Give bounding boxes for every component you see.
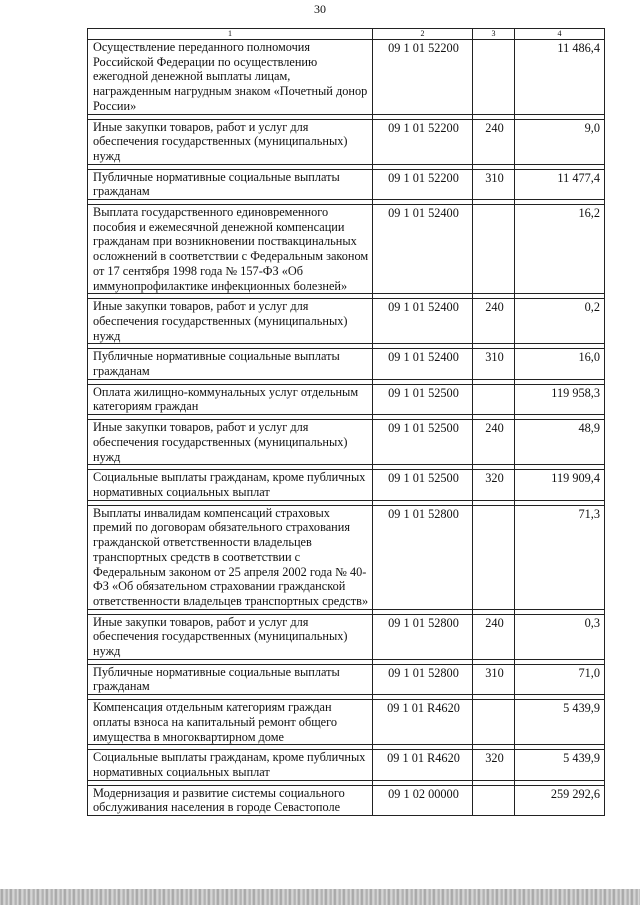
- row-amount: 48,9: [515, 420, 605, 465]
- row-name: Модернизация и развитие системы социального обслуживания населения в городе Севастополе: [88, 785, 373, 815]
- budget-table: [87, 28, 605, 816]
- row-type: 310: [473, 169, 515, 199]
- row-amount: 71,0: [515, 664, 605, 694]
- row-type: 240: [473, 299, 515, 344]
- row-name: Публичные нормативные социальные выплаты гражданам: [88, 169, 373, 199]
- row-code: 09 1 01 52200: [373, 119, 473, 164]
- row-name: Публичные нормативные социальные выплаты гражданам: [88, 664, 373, 694]
- table-row: [88, 384, 605, 414]
- header-col-4: 4: [515, 29, 605, 40]
- table-row: [88, 349, 605, 379]
- row-name: Выплата государственного единовременного пособия и ежемесячной денежной компенсации гражданам при возникновении поствакцинальных осложнений в соответствии с Федеральным законом от 17 сентября 1998 года № 157-ФЗ «Об иммунопрофилактике инфекционных болезней»: [88, 205, 373, 294]
- header-row: [88, 29, 605, 40]
- row-code: 09 1 01 52800: [373, 505, 473, 609]
- row-type: 240: [473, 119, 515, 164]
- row-type: [473, 205, 515, 294]
- row-name: Иные закупки товаров, работ и услуг для обеспечения государственных (муниципальных) нужд: [88, 299, 373, 344]
- row-code: 09 1 01 52400: [373, 205, 473, 294]
- row-code: 09 1 01 52400: [373, 299, 473, 344]
- table-row: [88, 664, 605, 694]
- table-row: [88, 299, 605, 344]
- row-code: 09 1 01 52500: [373, 420, 473, 465]
- table-row: [88, 614, 605, 659]
- table-row: [88, 119, 605, 164]
- row-code: 09 1 02 00000: [373, 785, 473, 815]
- row-code: 09 1 01 R4620: [373, 750, 473, 780]
- row-type: [473, 785, 515, 815]
- row-code: 09 1 01 52200: [373, 169, 473, 199]
- table-row: [88, 505, 605, 609]
- header-col-3: 3: [473, 29, 515, 40]
- header-col-2: 2: [373, 29, 473, 40]
- row-amount: 0,2: [515, 299, 605, 344]
- row-type: 240: [473, 614, 515, 659]
- row-name: Иные закупки товаров, работ и услуг для обеспечения государственных (муниципальных) нужд: [88, 420, 373, 465]
- row-type: 320: [473, 750, 515, 780]
- row-amount: 0,3: [515, 614, 605, 659]
- row-amount: 11 477,4: [515, 169, 605, 199]
- row-name: Публичные нормативные социальные выплаты гражданам: [88, 349, 373, 379]
- row-amount: 71,3: [515, 505, 605, 609]
- table-row: [88, 700, 605, 745]
- table-row: [88, 169, 605, 199]
- table-row: [88, 205, 605, 294]
- row-name: Выплаты инвалидам компенсаций страховых премий по договорам обязательного страхования гражданской ответственности владельцев транспортных средств в соответствии с Федеральным законом от 25 апреля 2002 года № 40-ФЗ «Об обязательном страховании гражданской ответственности владельцев транспортных средств»: [88, 505, 373, 609]
- row-name: Оплата жилищно-коммунальных услуг отдельным категориям граждан: [88, 384, 373, 414]
- row-code: 09 1 01 52400: [373, 349, 473, 379]
- row-type: [473, 700, 515, 745]
- row-type: [473, 40, 515, 115]
- row-type: 310: [473, 664, 515, 694]
- row-code: 09 1 01 52500: [373, 470, 473, 500]
- row-amount: 119 958,3: [515, 384, 605, 414]
- row-amount: 16,2: [515, 205, 605, 294]
- header-col-1: 1: [88, 29, 373, 40]
- row-name: Осуществление переданного полномочия Российской Федерации по осуществлению ежегодной денежной выплаты лицам, награжденным нагрудным знаком «Почетный донор России»: [88, 40, 373, 115]
- page-number: 30: [314, 2, 326, 16]
- row-amount: 259 292,6: [515, 785, 605, 815]
- row-name: Иные закупки товаров, работ и услуг для обеспечения государственных (муниципальных) нужд: [88, 614, 373, 659]
- row-name: Социальные выплаты гражданам, кроме публичных нормативных социальных выплат: [88, 750, 373, 780]
- row-type: [473, 505, 515, 609]
- row-amount: 16,0: [515, 349, 605, 379]
- table-row: [88, 785, 605, 815]
- row-name: Социальные выплаты гражданам, кроме публичных нормативных социальных выплат: [88, 470, 373, 500]
- row-type: 240: [473, 420, 515, 465]
- row-amount: 5 439,9: [515, 750, 605, 780]
- row-amount: 9,0: [515, 119, 605, 164]
- row-type: 320: [473, 470, 515, 500]
- row-amount: 5 439,9: [515, 700, 605, 745]
- scan-artifact-strip: [0, 889, 640, 905]
- row-code: 09 1 01 52800: [373, 664, 473, 694]
- row-name: Компенсация отдельным категориям граждан оплаты взноса на капитальный ремонт общего имущества в многоквартирном доме: [88, 700, 373, 745]
- row-amount: 119 909,4: [515, 470, 605, 500]
- row-code: 09 1 01 R4620: [373, 700, 473, 745]
- row-code: 09 1 01 52500: [373, 384, 473, 414]
- row-code: 09 1 01 52200: [373, 40, 473, 115]
- row-amount: 11 486,4: [515, 40, 605, 115]
- row-type: 310: [473, 349, 515, 379]
- table-row: [88, 420, 605, 465]
- row-type: [473, 384, 515, 414]
- row-code: 09 1 01 52800: [373, 614, 473, 659]
- row-name: Иные закупки товаров, работ и услуг для обеспечения государственных (муниципальных) нужд: [88, 119, 373, 164]
- table-row: [88, 750, 605, 780]
- table-row: [88, 470, 605, 500]
- table-row: [88, 40, 605, 115]
